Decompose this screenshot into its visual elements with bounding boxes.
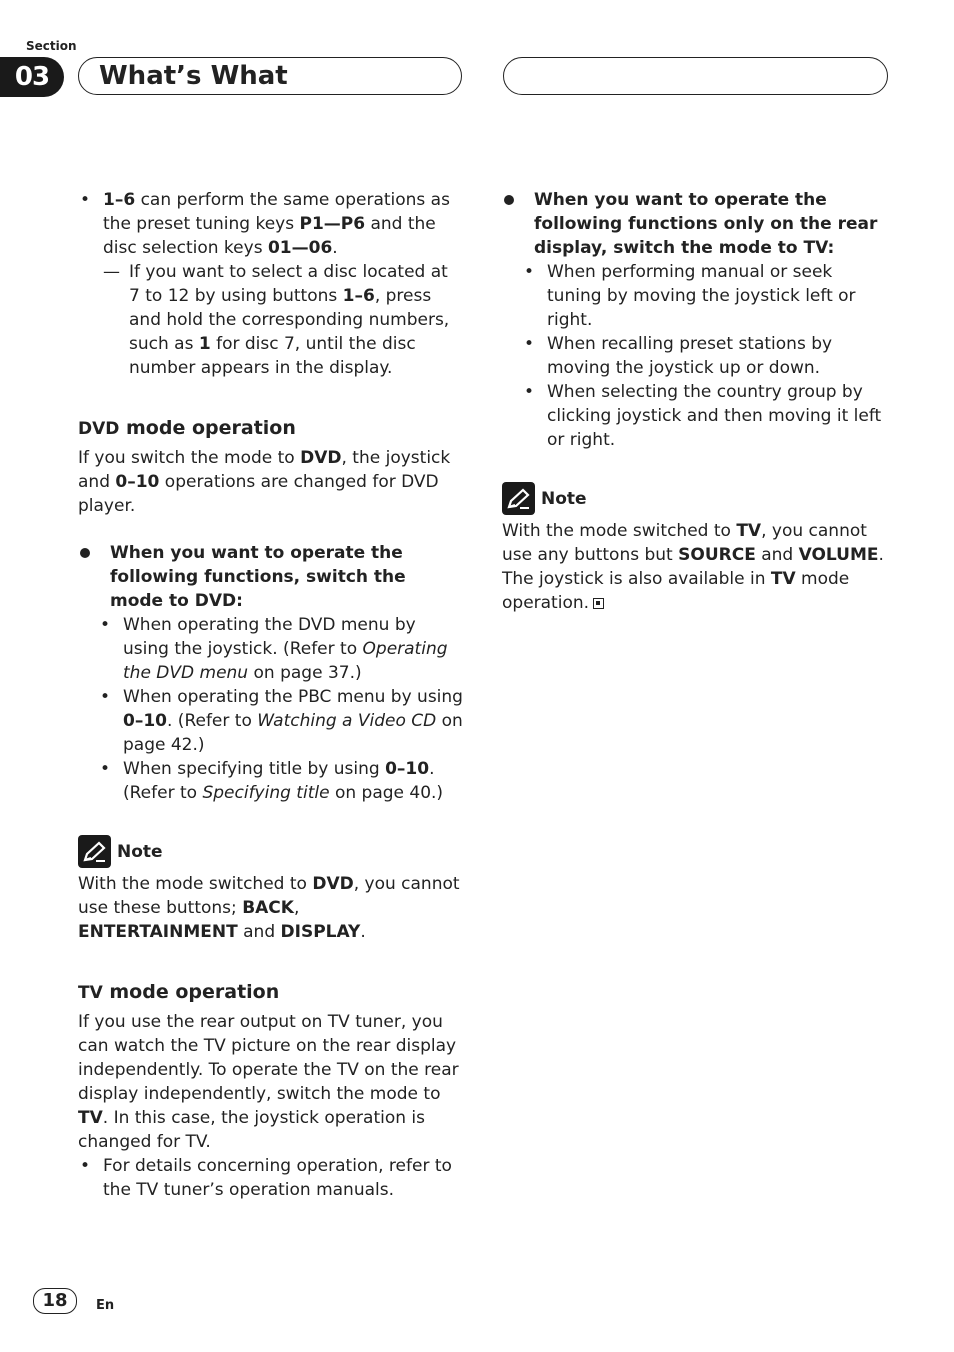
page-number: 18 xyxy=(33,1288,77,1314)
left-column xyxy=(78,188,464,1202)
section-label: Section xyxy=(26,39,77,53)
list-item: • When selecting the country group by clicking joystick and then moving it left or right. xyxy=(502,380,890,452)
dvd-dot-heading: When you want to operate the following functions, switch the mode to DVD: xyxy=(78,541,464,613)
dvd-paragraph: If you switch the mode to DVD, the joystick and 0–10 operations are changed for DVD player. xyxy=(78,448,451,516)
pencil-icon xyxy=(502,482,535,515)
note-heading: Note xyxy=(502,482,890,515)
end-mark-icon xyxy=(593,598,604,609)
note-heading: Note xyxy=(78,835,464,868)
title-box-empty xyxy=(503,57,888,95)
tv-dot-heading: When you want to operate the following functions only on the rear display, switch the mode to TV: xyxy=(502,188,890,260)
list-item: • When recalling preset stations by moving the joystick up or down. xyxy=(502,332,890,380)
list-item: • When operating the DVD menu by using the joystick. (Refer to Operating the DVD menu on page 37.) xyxy=(78,613,464,685)
list-item: • When operating the PBC menu by using 0–10. (Refer to Watching a Video CD on page 42.) xyxy=(78,685,464,757)
tv-paragraph: If you use the rear output on TV tuner, you can watch the TV picture on the rear display independently. To operate the TV on the rear display independently, switch the mode to TV. In this case, the joystick operation is changed for TV. xyxy=(78,1012,459,1152)
list-item: • 1–6 can perform the same operations as the preset tuning keys P1—P6 and the disc selection keys 01—06. xyxy=(78,188,464,260)
list-item: • When specifying title by using 0–10. (Refer to Specifying title on page 40.) xyxy=(78,757,464,805)
list-item: • For details concerning operation, refer to the TV tuner’s operation manuals. xyxy=(78,1154,464,1202)
language-label: En xyxy=(96,1298,115,1313)
dvd-mode-heading: DVD mode operation xyxy=(78,417,296,439)
page-title: What’s What xyxy=(78,57,462,95)
note-text: With the mode switched to DVD, you cannot use these buttons; BACK, ENTERTAINMENT and DISPLAY. xyxy=(78,874,460,942)
section-number: 03 xyxy=(0,57,64,97)
pencil-icon xyxy=(78,835,111,868)
tv-mode-heading: TV mode operation xyxy=(78,981,280,1003)
list-item: • When performing manual or seek tuning by moving the joystick left or right. xyxy=(502,260,890,332)
note-text: With the mode switched to TV, you cannot use any buttons but SOURCE and VOLUME. The joystick is also available in TV mode operation. xyxy=(502,521,884,613)
right-column xyxy=(502,188,890,615)
list-item: — If you want to select a disc located at 7 to 12 by using buttons 1–6, press and hold the corresponding numbers, such as 1 for disc 7, until the disc number appears in the display. xyxy=(78,260,464,380)
